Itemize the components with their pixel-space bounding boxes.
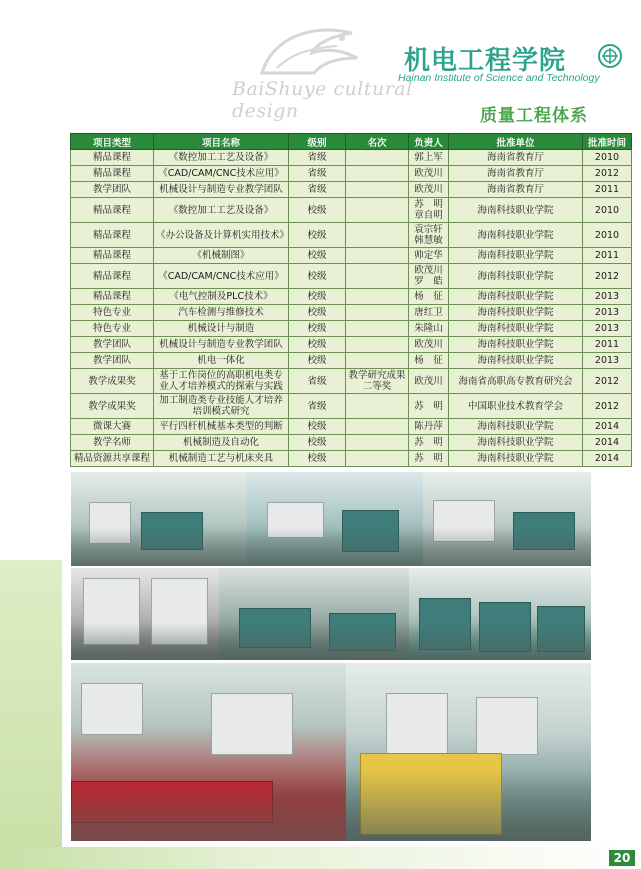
table-cell	[346, 182, 409, 198]
table-cell: 微课大赛	[71, 419, 154, 435]
table-cell: 唐红卫	[409, 305, 449, 321]
table-cell: 机电一体化	[154, 353, 289, 369]
table-cell: 朱隆山	[409, 321, 449, 337]
table-cell: 苏 明	[409, 394, 449, 419]
table-row	[71, 353, 632, 369]
table-cell	[346, 353, 409, 369]
college-title: 机电工程学院	[404, 46, 567, 76]
college-english-name: Hainan Institute of Science and Technology	[398, 72, 600, 84]
workshop-photo-3	[423, 472, 591, 566]
column-header: 批准单位	[449, 134, 583, 150]
section-title: 质量工程体系	[480, 106, 588, 126]
table-cell: 2012	[583, 394, 632, 419]
table-cell: 海南科技职业学院	[449, 305, 583, 321]
table-cell: 《机械制图》	[154, 248, 289, 264]
table-row	[71, 223, 632, 248]
workshop-photo-6	[409, 568, 591, 660]
table-cell: 2012	[583, 264, 632, 289]
table-cell	[346, 419, 409, 435]
table-cell	[346, 435, 409, 451]
column-header: 负责人	[409, 134, 449, 150]
table-cell: 海南省高职高专教育研究会	[449, 369, 583, 394]
table-cell: 校级	[289, 419, 346, 435]
table-cell: 省级	[289, 182, 346, 198]
table-cell	[346, 394, 409, 419]
table-cell: 教学团队	[71, 337, 154, 353]
table-cell: 《CAD/CAM/CNC技术应用》	[154, 166, 289, 182]
table-cell	[346, 223, 409, 248]
table-cell: 海南科技职业学院	[449, 289, 583, 305]
table-cell: 欧茂川	[409, 182, 449, 198]
table-cell: 2012	[583, 166, 632, 182]
table-cell: 省级	[289, 166, 346, 182]
column-header: 项目类型	[71, 134, 154, 150]
table-cell: 海南科技职业学院	[449, 435, 583, 451]
table-cell: 精品课程	[71, 289, 154, 305]
table-row	[71, 435, 632, 451]
table-cell: 海南科技职业学院	[449, 248, 583, 264]
table-row	[71, 166, 632, 182]
table-cell: 帅定华	[409, 248, 449, 264]
table-row	[71, 182, 632, 198]
table-cell: 教学研究成果二等奖	[346, 369, 409, 394]
left-green-band	[0, 560, 62, 869]
watermark-line2: design	[232, 100, 299, 122]
table-cell: 校级	[289, 435, 346, 451]
table-cell: 省级	[289, 394, 346, 419]
table-cell: 海南科技职业学院	[449, 353, 583, 369]
table-cell: 欧茂川	[409, 337, 449, 353]
table-cell: 郭上军	[409, 150, 449, 166]
bottom-green-band	[0, 847, 641, 869]
projects-table	[70, 133, 632, 467]
table-cell: 海南省教育厅	[449, 166, 583, 182]
table-cell: 苏 明	[409, 451, 449, 467]
table-cell: 欧茂川	[409, 369, 449, 394]
table-cell: 校级	[289, 264, 346, 289]
table-cell	[346, 305, 409, 321]
table-cell: 2011	[583, 337, 632, 353]
table-row	[71, 419, 632, 435]
table-cell: 海南科技职业学院	[449, 337, 583, 353]
table-cell: 教学名师	[71, 435, 154, 451]
table-cell: 机械设计与制造专业教学团队	[154, 182, 289, 198]
table-cell: 2013	[583, 353, 632, 369]
table-cell: 海南科技职业学院	[449, 198, 583, 223]
table-cell: 中国职业技术教育学会	[449, 394, 583, 419]
table-cell	[346, 166, 409, 182]
table-cell: 海南科技职业学院	[449, 451, 583, 467]
table-cell: 《电气控制及PLC技术》	[154, 289, 289, 305]
table-row	[71, 394, 632, 419]
table-cell: 《数控加工工艺及设备》	[154, 150, 289, 166]
workshop-photo-8	[346, 663, 591, 841]
table-row	[71, 305, 632, 321]
table-cell: 机械制造及自动化	[154, 435, 289, 451]
table-cell: 省级	[289, 369, 346, 394]
table-cell	[346, 150, 409, 166]
table-cell: 校级	[289, 337, 346, 353]
table-cell	[346, 264, 409, 289]
college-emblem-icon	[598, 44, 622, 68]
table-cell: 《数控加工工艺及设备》	[154, 198, 289, 223]
table-cell: 特色专业	[71, 305, 154, 321]
table-cell: 海南省教育厅	[449, 150, 583, 166]
table-cell: 欧茂川	[409, 166, 449, 182]
table-cell: 海南科技职业学院	[449, 223, 583, 248]
table-cell: 2011	[583, 182, 632, 198]
table-row	[71, 264, 632, 289]
table-cell: 省级	[289, 150, 346, 166]
table-cell: 校级	[289, 198, 346, 223]
table-cell	[346, 337, 409, 353]
table-cell: 机械制造工艺与机床夹具	[154, 451, 289, 467]
table-cell: 教学成果奖	[71, 394, 154, 419]
table-cell: 《办公设备及计算机实用技术》	[154, 223, 289, 248]
table-row	[71, 150, 632, 166]
watermark-text	[232, 78, 413, 122]
table-cell: 苏 明 章自明	[409, 198, 449, 223]
table-cell: 2014	[583, 435, 632, 451]
table-cell: 机械设计与制造	[154, 321, 289, 337]
table-cell: 精品课程	[71, 166, 154, 182]
table-body	[71, 150, 632, 467]
table-cell: 苏 明	[409, 435, 449, 451]
table-cell	[346, 321, 409, 337]
table-cell: 海南省教育厅	[449, 182, 583, 198]
table-cell: 陈丹萍	[409, 419, 449, 435]
table-cell: 精品课程	[71, 248, 154, 264]
table-cell: 校级	[289, 289, 346, 305]
table-cell: 2013	[583, 321, 632, 337]
table-cell: 2010	[583, 223, 632, 248]
table-row	[71, 321, 632, 337]
table-cell: 海南科技职业学院	[449, 321, 583, 337]
workshop-photo-1	[71, 472, 247, 566]
table-cell: 加工制造类专业技能人才培养培训模式研究	[154, 394, 289, 419]
table-cell: 校级	[289, 451, 346, 467]
table-cell: 杨 征	[409, 353, 449, 369]
table-row	[71, 337, 632, 353]
page-number: 20	[609, 850, 635, 866]
table-cell: 《CAD/CAM/CNC技术应用》	[154, 264, 289, 289]
column-header: 项目名称	[154, 134, 289, 150]
table-cell: 特色专业	[71, 321, 154, 337]
table-row	[71, 369, 632, 394]
table-cell: 2013	[583, 289, 632, 305]
table-cell: 机械设计与制造专业教学团队	[154, 337, 289, 353]
table-cell	[346, 198, 409, 223]
workshop-photo-2	[247, 472, 423, 566]
watermark-line1: BaiShuye cultural	[232, 78, 413, 100]
table-cell: 杨 征	[409, 289, 449, 305]
table-cell: 2012	[583, 369, 632, 394]
workshop-photo-7	[71, 663, 346, 841]
table-cell: 校级	[289, 321, 346, 337]
table-row	[71, 289, 632, 305]
table-cell: 欧茂川 罗 皓	[409, 264, 449, 289]
projects-table-wrap	[70, 133, 626, 467]
table-cell: 精品课程	[71, 223, 154, 248]
table-cell: 校级	[289, 248, 346, 264]
table-cell: 教学成果奖	[71, 369, 154, 394]
table-cell: 精品课程	[71, 198, 154, 223]
table-cell: 平行四杆机械基本类型的判断	[154, 419, 289, 435]
table-cell	[346, 248, 409, 264]
column-header: 级别	[289, 134, 346, 150]
table-cell: 校级	[289, 223, 346, 248]
table-cell: 精品资源共享课程	[71, 451, 154, 467]
table-cell	[346, 451, 409, 467]
table-cell: 2010	[583, 150, 632, 166]
table-cell	[346, 289, 409, 305]
table-cell: 精品课程	[71, 150, 154, 166]
table-cell: 2014	[583, 419, 632, 435]
table-row	[71, 248, 632, 264]
table-cell: 汽车检测与维修技术	[154, 305, 289, 321]
table-cell: 校级	[289, 353, 346, 369]
table-cell: 教学团队	[71, 182, 154, 198]
table-header-row	[71, 134, 632, 150]
column-header: 批准时间	[583, 134, 632, 150]
table-cell: 2010	[583, 198, 632, 223]
table-cell: 海南科技职业学院	[449, 419, 583, 435]
table-cell: 2014	[583, 451, 632, 467]
table-cell: 2011	[583, 248, 632, 264]
table-cell: 袁宗轩 韩慧敏	[409, 223, 449, 248]
table-cell: 基于工作岗位的高职机电类专业人才培养模式的探索与实践	[154, 369, 289, 394]
column-header: 名次	[346, 134, 409, 150]
table-cell: 海南科技职业学院	[449, 264, 583, 289]
table-cell: 教学团队	[71, 353, 154, 369]
table-row	[71, 198, 632, 223]
workshop-photo-4	[71, 568, 219, 660]
table-row	[71, 451, 632, 467]
table-cell: 2013	[583, 305, 632, 321]
table-cell: 精品课程	[71, 264, 154, 289]
table-cell: 校级	[289, 305, 346, 321]
workshop-photo-5	[219, 568, 409, 660]
